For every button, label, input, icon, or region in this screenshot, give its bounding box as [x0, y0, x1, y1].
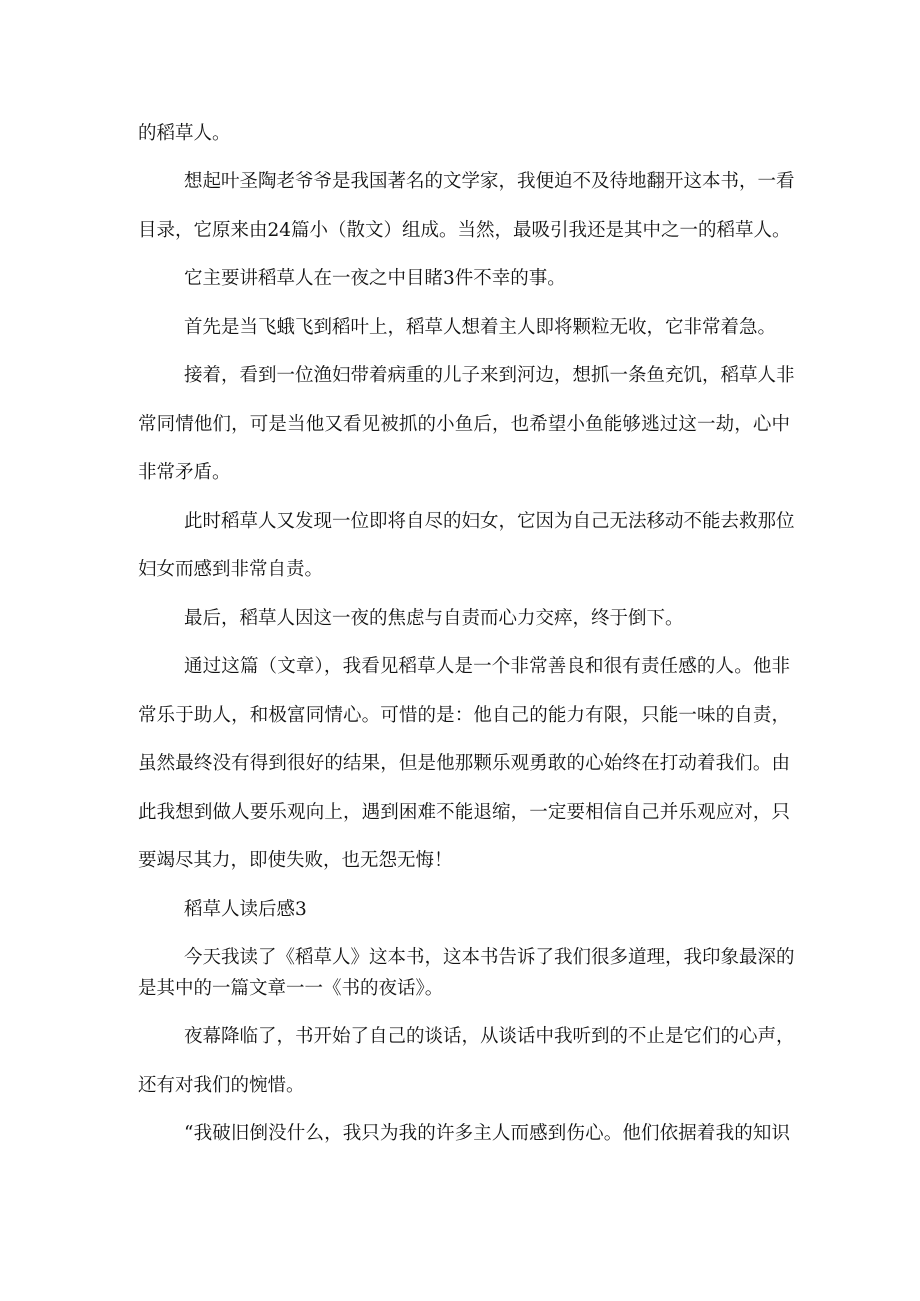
- paragraph-line: 目录，它原来由24篇小（散文）组成。当然，最吸引我还是其中之一的稻草人。: [138, 220, 791, 241]
- paragraph-line: 通过这篇（文章），我看见稻草人是一个非常善良和很有责任感的人。他非: [184, 656, 790, 677]
- paragraph-line: 它主要讲稻草人在一夜之中目睹3件不幸的事。: [184, 268, 566, 289]
- paragraph-line: 要竭尽其力，即使失败，也无怨无悔！: [138, 850, 453, 871]
- section-heading: 稻草人读后感3: [184, 899, 307, 920]
- paragraph-line: 首先是当飞蛾飞到稻叶上，稻草人想着主人即将颗粒无收，它非常着急。: [184, 317, 777, 338]
- paragraph-line: 非常矛盾。: [138, 462, 231, 483]
- paragraph-line: 今天我读了《稻草人》这本书，这本书告诉了我们很多道理，我印象最深的: [184, 947, 795, 968]
- paragraph-line: 最后，稻草人因这一夜的焦虑与自责而心力交瘁，终于倒下。: [184, 608, 684, 629]
- paragraph-line: 的稻草人。: [138, 123, 231, 144]
- paragraph-line: 想起叶圣陶老爷爷是我国著名的文学家，我便迫不及待地翻开这本书，一看: [184, 171, 795, 192]
- paragraph-line: 常同情他们，可是当他又看见被抓的小鱼后，也希望小鱼能够逃过这一劫，心中: [138, 414, 790, 435]
- paragraph-line: 妇女而感到非常自责。: [138, 559, 324, 580]
- paragraph-line: 是其中的一篇文章一一《书的夜话》。: [138, 978, 444, 999]
- paragraph-line: 还有对我们的惋惜。: [138, 1075, 305, 1096]
- paragraph-line: 夜幕降临了，书开始了自己的谈话，从谈话中我听到的不止是它们的心声，: [184, 1026, 795, 1047]
- paragraph-line: 此我想到做人要乐观向上，遇到困难不能退缩，一定要相信自己并乐观应对，只: [138, 802, 790, 823]
- paragraph-line: 虽然最终没有得到很好的结果，但是他那颗乐观勇敢的心始终在打动着我们。由: [138, 753, 790, 774]
- paragraph-line: 常乐于助人，和极富同情心。可惜的是：他自己的能力有限，只能一味的自责，: [138, 705, 790, 726]
- paragraph-line: “我破旧倒没什么，我只为我的许多主人而感到伤心。他们依据着我的知识: [184, 1123, 790, 1144]
- paragraph-line: 此时稻草人又发现一位即将自尽的妇女，它因为自己无法移动不能去救那位: [184, 511, 795, 532]
- paragraph-line: 接着，看到一位渔妇带着病重的儿子来到河边，想抓一条鱼充饥，稻草人非: [184, 365, 795, 386]
